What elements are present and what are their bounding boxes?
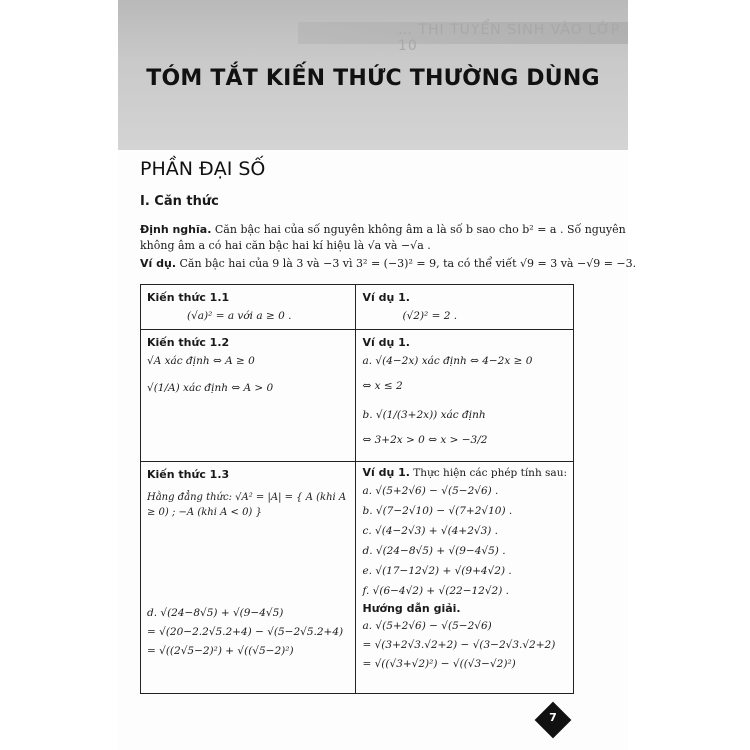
- exercise-line: c. √(4−2√3) + √(4+2√3) .: [362, 525, 499, 537]
- definition-paragraph: [140, 222, 637, 274]
- example-text: Căn bậc hai của 9 là 3 và −3 vì 3² = (−3)² = 9, ta có thể viết √9 = 3 và −√9 = −3.: [176, 257, 637, 270]
- example-label: Ví dụ.: [140, 257, 176, 270]
- definition-text-2: không âm a có hai căn bậc hai kí hiệu là √a và −√a .: [140, 239, 431, 252]
- cell-title: Ví dụ 1.: [362, 466, 410, 479]
- knowledge-table: [140, 284, 574, 694]
- table-cell-left: [141, 330, 356, 462]
- formula-line: (√2)² = 2 .: [402, 310, 458, 322]
- table-cell-right: [356, 285, 574, 330]
- cell-title: Ví dụ 1.: [362, 336, 410, 349]
- exercise-line: a. √(5+2√6) − √(5−2√6) .: [362, 485, 499, 497]
- subsection-title: I. Căn thức: [140, 194, 219, 209]
- formula-line: Hằng đẳng thức: √A² = |A| = { A (khi A ≥ 0) ; −A (khi A < 0) }: [147, 492, 347, 518]
- page-title: TÓM TẮT KIẾN THỨC THƯỜNG DÙNG: [146, 66, 600, 91]
- solution-line: = √((2√5−2)²) + √((√5−2)²): [147, 645, 294, 657]
- cell-title: Kiến thức 1.2: [147, 336, 230, 349]
- formula-line: ⇔ x ≤ 2: [362, 380, 403, 392]
- page-number: 7: [549, 711, 557, 724]
- definition-label: Định nghĩa.: [140, 223, 212, 236]
- table-row: [141, 330, 574, 462]
- exercise-line: e. √(17−12√2) + √(9+4√2) .: [362, 565, 512, 577]
- exercise-line: f. √(6−4√2) + √(22−12√2) .: [362, 585, 510, 597]
- formula-line: (√a)² = a với a ≥ 0 .: [187, 310, 292, 322]
- formula-line: a. √(4−2x) xác định ⇔ 4−2x ≥ 0: [362, 355, 533, 367]
- guide-title: Hướng dẫn giải.: [362, 602, 461, 615]
- formula-line: ⇔ 3+2x > 0 ⇔ x > −3/2: [362, 434, 488, 446]
- solution-line: = √((√3+√2)²) − √((√3−√2)²): [362, 658, 516, 670]
- cell-title-rest: Thực hiện các phép tính sau:: [409, 467, 567, 479]
- table-cell-right: [356, 330, 574, 462]
- table-cell-left: [141, 285, 356, 330]
- table-cell-right: [356, 462, 574, 694]
- solution-line: = √(20−2.2√5.2+4) − √(5−2√5.2+4): [147, 626, 344, 638]
- table-row: [141, 462, 574, 694]
- solution-line: a. √(5+2√6) − √(5−2√6): [362, 620, 492, 632]
- definition-text-1: Căn bậc hai của số nguyên không âm a là số b sao cho b² = a . Số nguyên: [211, 223, 626, 236]
- header-ghost-text: … THI TUYỂN SINH VÀO LỚP 10: [398, 22, 621, 54]
- section-title: PHẦN ĐẠI SỐ: [140, 158, 266, 180]
- solution-line: = √(3+2√3.√2+2) − √(3−2√3.√2+2): [362, 639, 556, 651]
- formula-line: b. √(1/(3+2x)) xác định: [362, 409, 486, 421]
- exercise-line: d. √(24−8√5) + √(9−4√5) .: [362, 545, 506, 557]
- solution-line: d. √(24−8√5) + √(9−4√5): [147, 607, 284, 619]
- formula-line: √(1/A) xác định ⇔ A > 0: [147, 382, 274, 394]
- cell-title: Ví dụ 1.: [362, 291, 410, 304]
- cell-title: Kiến thức 1.3: [147, 468, 230, 481]
- formula-line: √A xác định ⇔ A ≥ 0: [147, 355, 255, 367]
- table-cell-left: [141, 462, 356, 694]
- table-row: [141, 285, 574, 330]
- exercise-line: b. √(7−2√10) − √(7+2√10) .: [362, 505, 513, 517]
- cell-title: Kiến thức 1.1: [147, 291, 230, 304]
